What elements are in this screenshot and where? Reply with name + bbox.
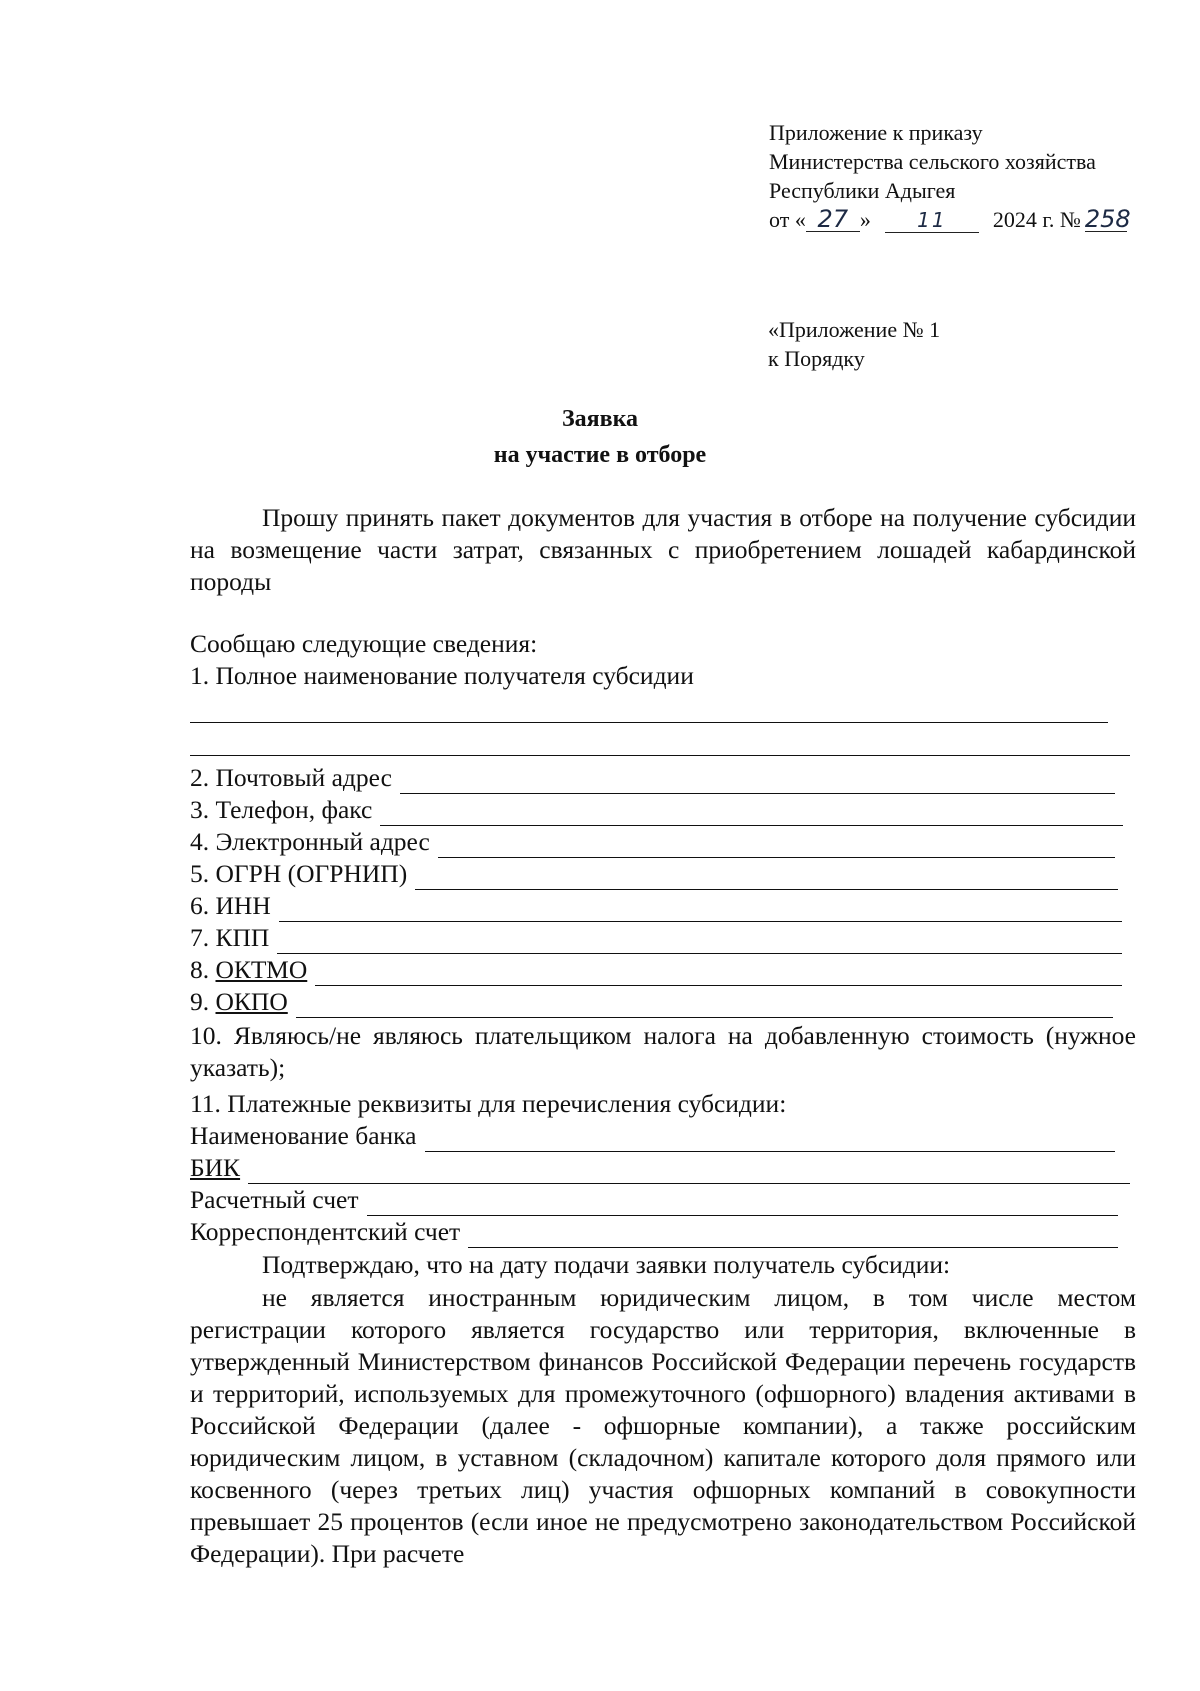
sub-appendix-line-1: «Приложение № 1: [768, 317, 941, 342]
vat-paragraph: 10. Являюсь/не являюсь плательщиком налога на добавленную стоимость (нужное указать);: [190, 1021, 1136, 1082]
field-label-postal-address: 2. Почтовый адрес: [190, 763, 392, 792]
field-label-inn: 6. ИНН: [190, 891, 271, 920]
field-1-line-1[interactable]: [190, 722, 1108, 723]
request-paragraph: Прошу принять пакет документов для участия в отборе на получение субсидии на возмещение части затрат, связанных с приобретением лошадей кабардинской породы: [190, 503, 1136, 596]
field-row-okpo[interactable]: [190, 986, 1113, 1018]
field-line-phone-fax[interactable]: [380, 801, 1123, 826]
appendix-line-3: Республики Адыгея: [769, 178, 956, 203]
field-label-settlement-account: Расчетный счет: [190, 1185, 359, 1214]
procedure-appendix-header: [768, 315, 940, 373]
appendix-line-1: Приложение к приказу: [769, 120, 983, 145]
title-line-1: Заявка: [561, 406, 639, 432]
field-row-postal-address[interactable]: [190, 762, 1115, 794]
appendix-line-2: Министерства сельского хозяйства: [769, 149, 1096, 174]
payment-heading: 11. Платежные реквизиты для перечисления субсидии:: [190, 1089, 787, 1118]
field-row-bank-name[interactable]: [190, 1120, 1115, 1152]
report-intro: Сообщаю следующие сведения:: [190, 629, 538, 658]
field-line-kpp[interactable]: [277, 929, 1122, 954]
field-line-ogrn[interactable]: [415, 865, 1118, 890]
date-prefix: от «: [769, 207, 806, 232]
field-line-inn[interactable]: [279, 897, 1122, 922]
report-section: [190, 628, 1136, 692]
field-line-bank-name[interactable]: [425, 1127, 1116, 1152]
field-row-correspondent-account[interactable]: [190, 1216, 1118, 1248]
confirm-paragraph: Подтверждаю, что на дату подачи заявки получатель субсидии:: [262, 1250, 951, 1279]
handwritten-order-number: 258: [1084, 205, 1131, 233]
order-date-line: [769, 205, 1189, 234]
field-line-email[interactable]: [438, 833, 1115, 858]
offshore-paragraph: не является иностранным юридическим лицом, в том числе местом регистрации которого является государство или территория, включенные в утвержденный Министерством финансов Российской Федерации перечень государств и территорий, используемых для промежуточного (офшорного) владения активами в Российской Федерации (далее - офшорные компании), а также российским юридическим лицом, в уставном (складочном) капитале которого доля прямого или косвенного (через третьих лиц) участия офшорных компаний в совокупности превышает 25 процентов (если иное не предусмотрено законодательством Российской Федерации). При расчете: [190, 1283, 1136, 1568]
field-line-bik[interactable]: [248, 1159, 1130, 1184]
field-row-bik[interactable]: [190, 1152, 1130, 1184]
field-row-settlement-account[interactable]: [190, 1184, 1118, 1216]
field-label-phone-fax: 3. Телефон, факс: [190, 795, 373, 824]
field-row-phone-fax[interactable]: [190, 794, 1123, 826]
field-row-email[interactable]: [190, 826, 1115, 858]
field-row-kpp[interactable]: [190, 922, 1122, 954]
field-row-oktmo[interactable]: [190, 954, 1122, 986]
field-label-bik: БИК: [190, 1153, 241, 1182]
field-row-inn[interactable]: [190, 890, 1122, 922]
field-label-oktmo: 8. ОКТМО: [190, 955, 308, 984]
field-label-okpo: 9. ОКПО: [190, 987, 288, 1016]
field-line-postal-address[interactable]: [400, 769, 1115, 794]
field-label-kpp: 7. КПП: [190, 923, 270, 952]
sub-appendix-line-2: к Порядку: [768, 346, 865, 371]
field-row-ogrn[interactable]: [190, 858, 1118, 890]
field-line-okpo[interactable]: [296, 993, 1113, 1018]
field-1-label: 1. Полное наименование получателя субсидии: [190, 661, 694, 690]
field-line-settlement-account[interactable]: [367, 1191, 1119, 1216]
title-line-2: на участие в отборе: [493, 442, 707, 468]
field-label-correspondent-account: Корреспондентский счет: [190, 1217, 461, 1246]
year-text: 2024 г. №: [992, 207, 1081, 232]
order-appendix-header: [769, 118, 1189, 234]
field-label-ogrn: 5. ОГРН (ОГРНИП): [190, 859, 408, 888]
field-label-bank-name: Наименование банка: [190, 1121, 417, 1150]
date-quote-close: »: [859, 207, 871, 232]
field-line-correspondent-account[interactable]: [468, 1223, 1118, 1248]
field-1-line-2[interactable]: [190, 755, 1130, 756]
field-line-oktmo[interactable]: [315, 961, 1122, 986]
handwritten-day: 27: [806, 207, 860, 232]
document-title: [0, 401, 1200, 473]
handwritten-month: 11: [885, 208, 979, 233]
field-label-email: 4. Электронный адрес: [190, 827, 430, 856]
